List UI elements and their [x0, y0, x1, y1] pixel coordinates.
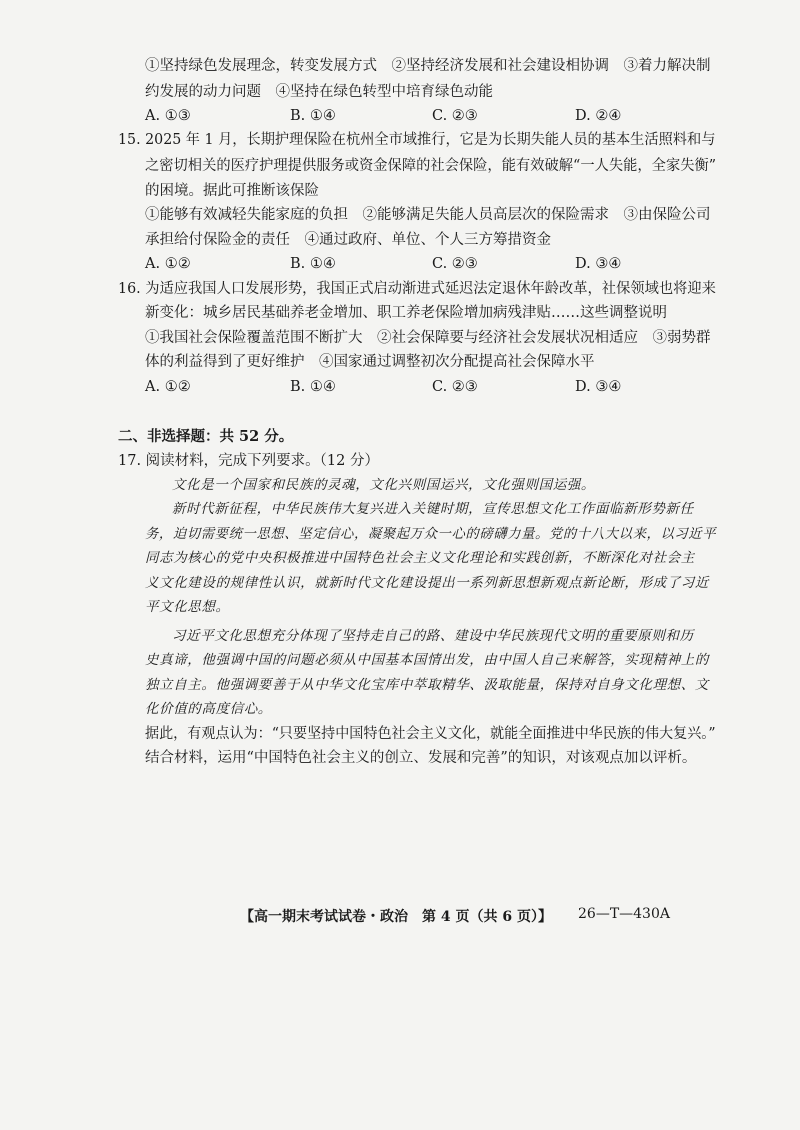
q16-stem-line-2: 新变化：城乡居民基础养老金增加、职工养老保险增加病残津贴……这些调整说明: [145, 305, 667, 321]
q17-task-line-1: 据此，有观点认为：“只要坚持中国特色社会主义文化，就能全面推进中华民族的伟大复兴。”: [145, 726, 716, 742]
q17-material-p2-line-4: 义文化建设的规律性认识，就新时代文化建设提出一系列新思想新观点新论断，形成了习近: [145, 575, 709, 591]
q14-statements-line-1: ①坚持绿色发展理念，转变发展方式 ②坚持经济发展和社会建设相协调 ③着力解决制: [145, 58, 711, 74]
q17-material-p3-line-3: 独立自主。他强调要善于从中华文化宝库中萃取精华、汲取能量，保持对自身文化理想、文: [145, 677, 709, 693]
q17-material-p2-line-3: 同志为核心的党中央积极推进中国特色社会主义文化理论和实践创新，不断深化对社会主: [145, 550, 695, 566]
footer-code: 26—T—430A: [578, 906, 670, 922]
q15-stem-line-2: 之密切相关的医疗护理提供服务或资金保障的社会保险，能有效破解“一人失能，全家失衡”: [145, 158, 717, 174]
q15-option-a: A. ①②: [145, 256, 191, 272]
q17-material-p2-line-1: 新时代新征程，中华民族伟大复兴进入关键时期，宣传思想文化工作面临新形势新任: [172, 501, 694, 517]
q17-material-p3-line-1: 习近平文化思想充分体现了坚持走自己的路、建设中华民族现代文明的重要原则和历: [172, 628, 694, 644]
q17-material-line-1: 文化是一个国家和民族的灵魂，文化兴则国运兴，文化强则国运强。: [172, 477, 595, 493]
q17-material-p2-line-5: 平文化思想。: [145, 599, 230, 615]
q15-statements-line-2: 承担给付保险金的责任 ④通过政府、单位、个人三方筹措资金: [145, 232, 551, 248]
q15-option-b: B. ①④: [290, 256, 336, 272]
q14-option-b: B. ①④: [290, 108, 336, 124]
q17-prompt: 17. 阅读材料，完成下列要求。（12 分）: [118, 453, 379, 469]
q15-statements-line-1: ①能够有效减轻失能家庭的负担 ②能够满足失能人员高层次的保险需求 ③由保险公司: [145, 207, 711, 223]
q17-material-p3-line-2: 史真谛，他强调中国的问题必须从中国基本国情出发，由中国人自己来解答，实现精神上的: [145, 652, 709, 668]
footer-page-info: 【高一期末考试试卷・政治 第 4 页（共 6 页）】: [240, 909, 552, 925]
q14-statements-line-2: 约发展的动力问题 ④坚持在绿色转型中培育绿色动能: [145, 84, 493, 100]
q16-statements-line-2: 体的利益得到了更好维护 ④国家通过调整初次分配提高社会保障水平: [145, 354, 595, 370]
q17-material-p3-line-4: 化价值的高度信心。: [145, 701, 272, 717]
q15-stem-line-3: 的困境。据此可推断该保险: [145, 183, 319, 199]
q16-option-c: C. ②③: [432, 379, 478, 395]
q14-option-d: D. ②④: [575, 108, 622, 124]
q15-option-c: C. ②③: [432, 256, 478, 272]
q14-option-a: A. ①③: [145, 108, 191, 124]
q16-option-b: B. ①④: [290, 379, 336, 395]
q15-option-d: D. ③④: [575, 256, 622, 272]
q17-material-p2-line-2: 务，迫切需要统一思想、坚定信心，凝聚起万众一心的磅礴力量。党的十八大以来，以习近平: [145, 526, 717, 542]
q16-stem-line-1: 16. 为适应我国人口发展形势，我国正式启动渐进式延迟法定退休年龄改革，社保领域也将迎来: [118, 281, 716, 297]
section-2-heading: 二、非选择题：共 52 分。: [118, 428, 294, 445]
q16-option-d: D. ③④: [575, 379, 622, 395]
q17-task-line-2: 结合材料，运用“中国特色社会主义的创立、发展和完善”的知识，对该观点加以评析。: [145, 750, 697, 766]
q16-option-a: A. ①②: [145, 379, 191, 395]
q14-option-c: C. ②③: [432, 108, 478, 124]
q16-statements-line-1: ①我国社会保险覆盖范围不断扩大 ②社会保障要与经济社会发展状况相适应 ③弱势群: [145, 330, 711, 346]
q15-stem-line-1: 15. 2025 年 1 月，长期护理保险在杭州全市域推行，它是为长期失能人员的基本生活照料和与: [118, 132, 716, 148]
